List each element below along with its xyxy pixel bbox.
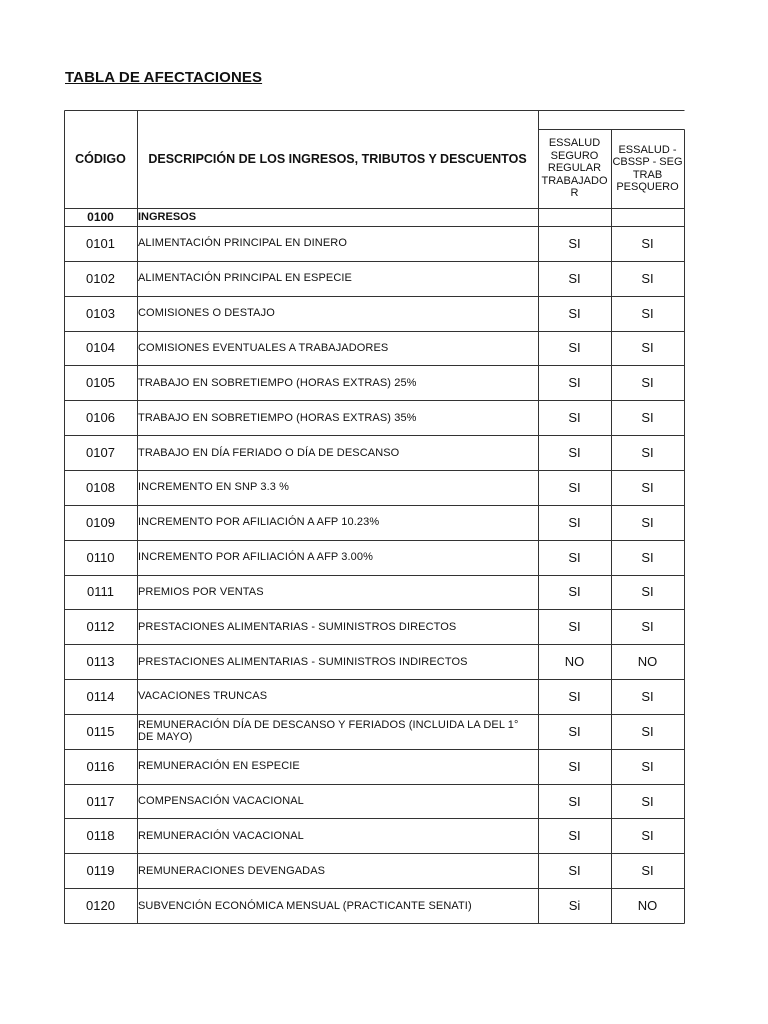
row-essalud-cbssp: SI [641,549,654,565]
row-code: 0117 [86,793,115,809]
row-description: REMUNERACIONES DEVENGADAS [138,864,326,877]
row-code: 0108 [86,479,115,495]
row-essalud-regular: Si [568,898,581,914]
row-code: 0118 [86,828,115,844]
row-description: REMUNERACIÓN VACACIONAL [138,829,304,842]
row-essalud-regular: SI [568,270,581,286]
row-essalud-regular: SI [568,758,581,774]
row-description: COMPENSACIÓN VACACIONAL [138,795,304,808]
row-description: TRABAJO EN SOBRETIEMPO (HORAS EXTRAS) 25% [138,376,417,389]
row-description: SUBVENCIÓN ECONÓMICA MENSUAL (PRACTICANTE SENATI) [138,899,472,912]
row-essalud-cbssp: SI [641,410,654,426]
row-code: 0101 [86,235,115,251]
row-essalud-regular: SI [568,863,581,879]
row-code: 0105 [86,375,115,391]
row-description: REMUNERACIÓN EN ESPECIE [138,760,300,773]
row-essalud-regular: SI [568,793,581,809]
row-essalud-regular: SI [568,828,581,844]
row-description: REMUNERACIÓN DÍA DE DESCANSO Y FERIADOS (INCLUIDA LA DEL 1° DE MAYO) [138,719,519,744]
row-code: 0112 [86,619,115,635]
row-description: PREMIOS POR VENTAS [138,585,264,598]
row-code: 0115 [86,723,115,739]
row-description: COMISIONES EVENTUALES A TRABAJADORES [138,341,389,354]
row-essalud-cbssp: SI [641,270,654,286]
row-code: 0104 [86,340,115,356]
row-essalud-cbssp: SI [641,723,654,739]
row-essalud-cbssp: SI [641,514,654,530]
row-code: 0102 [86,270,115,286]
row-essalud-regular: SI [568,688,581,704]
row-essalud-regular: SI [568,410,581,426]
row-essalud-cbssp: SI [641,305,654,321]
row-code: 0103 [86,305,115,321]
row-essalud-regular: NO [564,654,585,670]
row-essalud-regular: SI [568,479,581,495]
header-description: DESCRIPCIÓN DE LOS INGRESOS, TRIBUTOS Y DESCUENTOS [148,152,527,166]
row-description: ALIMENTACIÓN PRINCIPAL EN ESPECIE [138,272,352,285]
row-description: INCREMENTO POR AFILIACIÓN A AFP 3.00% [138,551,373,564]
row-code: 0116 [86,758,115,774]
row-code: 0110 [86,549,115,565]
row-code: 0111 [87,584,114,600]
row-essalud-cbssp: SI [641,688,654,704]
row-essalud-regular: SI [568,340,581,356]
header-essalud-cbssp: ESSALUD - CBSSP - SEG TRAB PESQUERO [612,143,683,193]
row-code: 0114 [86,688,115,704]
row-essalud-regular: SI [568,619,581,635]
row-essalud-regular: SI [568,584,581,600]
section-label: INGRESOS [138,211,197,223]
row-essalud-regular: SI [568,723,581,739]
row-essalud-cbssp: SI [641,619,654,635]
row-essalud-regular: SI [568,445,581,461]
row-essalud-regular: SI [568,305,581,321]
row-description: VACACIONES TRUNCAS [138,690,268,703]
row-description: ALIMENTACIÓN PRINCIPAL EN DINERO [138,237,347,250]
section-code: 0100 [87,210,114,224]
document-title: TABLA DE AFECTACIONES [65,69,263,86]
row-essalud-regular: SI [568,375,581,391]
row-code: 0119 [86,863,115,879]
row-essalud-cbssp: SI [641,445,654,461]
row-essalud-regular: SI [568,514,581,530]
row-description: TRABAJO EN DÍA FERIADO O DÍA DE DESCANSO [138,446,400,459]
row-code: 0120 [86,898,115,914]
row-description: PRESTACIONES ALIMENTARIAS - SUMINISTROS DIRECTOS [138,620,457,633]
row-code: 0113 [86,654,115,670]
row-code: 0106 [86,410,115,426]
row-description: PRESTACIONES ALIMENTARIAS - SUMINISTROS INDIRECTOS [138,655,468,668]
row-essalud-regular: SI [568,235,581,251]
row-essalud-cbssp: SI [641,828,654,844]
row-essalud-cbssp: SI [641,758,654,774]
row-description: INCREMENTO EN SNP 3.3 % [138,481,290,494]
row-description: TRABAJO EN SOBRETIEMPO (HORAS EXTRAS) 35% [138,411,417,424]
row-essalud-cbssp: SI [641,375,654,391]
row-essalud-regular: SI [568,549,581,565]
row-code: 0109 [86,514,115,530]
header-code: CÓDIGO [75,152,126,166]
row-description: INCREMENTO POR AFILIACIÓN A AFP 10.23% [138,516,380,529]
row-essalud-cbssp: SI [641,863,654,879]
row-description: COMISIONES O DESTAJO [138,307,275,320]
row-essalud-cbssp: SI [641,584,654,600]
header-essalud-regular: ESSALUD SEGURO REGULAR TRABAJADO R [541,137,608,200]
row-code: 0107 [86,445,115,461]
row-essalud-cbssp: SI [641,340,654,356]
row-essalud-cbssp: SI [641,793,654,809]
row-essalud-cbssp: SI [641,235,654,251]
row-essalud-cbssp: SI [641,479,654,495]
row-essalud-cbssp: NO [637,898,658,914]
row-essalud-cbssp: NO [637,654,658,670]
